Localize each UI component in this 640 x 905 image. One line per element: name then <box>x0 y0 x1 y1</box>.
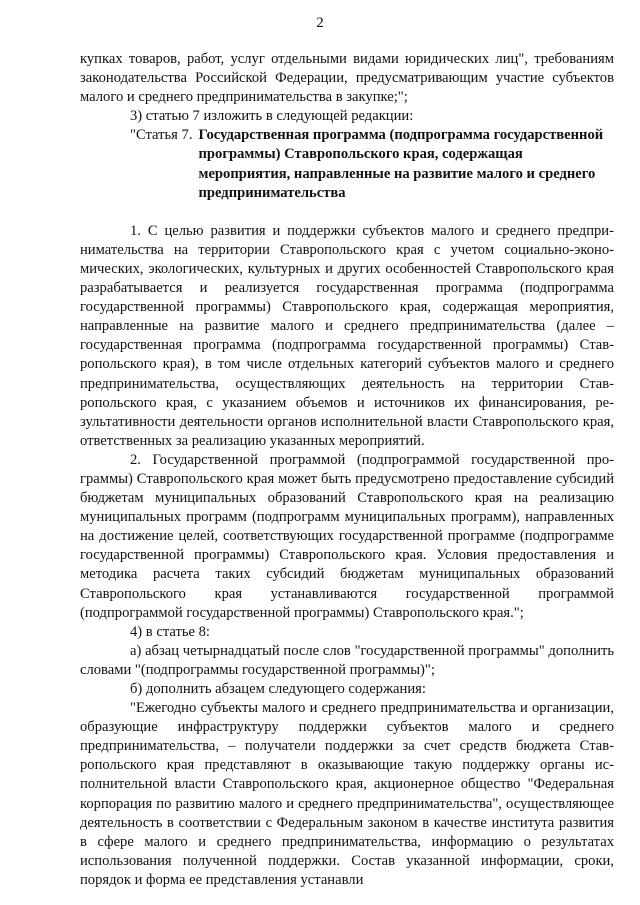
page-number: 2 <box>316 15 324 31</box>
paragraph-article-part-2: 2. Государственной программой (подпрограммой государственной программы) Ставропольского края может быть предусмотрено предоставление субсидий бюджетам муниципальных образований Ставропольского края на реализацию муниципальных программ (подпрограмм муниципальных программ), направленных на достижение целей, соответствующих государственной программе (подпрограмме государственной программы) Ставропольского края. Условия предоставления и методика расчета таких субсидий бюджетам муниципальных образований Ставропольского края устанавливаются государственной программой (подпрограммой государственной программы) Ставропольского края."; <box>80 451 614 621</box>
document-body <box>80 50 614 890</box>
paragraph-new-abzac: "Ежегодно субъекты малого и среднего предпринимательства и организации, образующие инфраструктуру поддержки субъектов малого и среднего предпринимательства, – получатели поддержки за счет средств бюджета Ставропольского края представляют в оказывающие такую поддержку органы исполнительной власти Ставропольского края, акционерное общество "Федеральная корпорация по развитию малого и среднего предпринимательства", осуществляющее деятельность в соответствии с Федеральным законом в качестве института развития в сфере малого и среднего предпринимательства, информацию о результатах использования полученной поддержки. Состав указанной информации, сроки, порядок и форма ее представления устанавли <box>80 700 614 888</box>
article-number: "Статья 7. <box>130 127 193 144</box>
article-title: Государственная программа (подпрограмма государственной программы) Ставропольского края, содержащая мероприятия, направленные на развитие малого и среднего предпринимательства <box>198 127 604 201</box>
article-heading <box>80 126 614 202</box>
paragraph-continuation: купках товаров, работ, услуг отдельными видами юридических лиц", требованиям законодательства Российской Федерации, предусматривающим участие субъектов малого и среднего предпринимательства в закупке;"; <box>80 51 614 106</box>
paragraph-item-4a: а) абзац четырнадцатый после слов "государственной программы" дополнить словами "(подпрограммы государственной программы)"; <box>80 642 614 678</box>
spacer <box>80 203 614 222</box>
paragraph-item-3: 3) статью 7 изложить в следующей редакции: <box>130 108 414 125</box>
paragraph-article-part-1: 1. С целью развития и поддержки субъектов малого и среднего предпринимательства на территории Ставропольского края с учетом социально-экономических, экологических, культурных и других особенностей Ставропольского края разрабатывается и реализуется государственная программа (подпрограмма государственной программы) Ставропольского края, содержащая мероприятия, направленные на развитие малого и среднего предпринимательства (далее – государственная программа (подпрограмма государственной программы) Ставропольского края), в том числе отдельных категорий субъектов малого и среднего предпринимательства, осуществляющих деятельность на территории Ставропольского края, с указанием объемов и источников их финансирования, результативности деятельности органов исполнительной власти Ставропольского края, ответственных за реализацию указанных мероприятий. <box>80 222 614 449</box>
paragraph-item-4b: б) дополнить абзацем следующего содержания: <box>130 681 426 697</box>
paragraph-item-4: 4) в статье 8: <box>130 623 210 640</box>
